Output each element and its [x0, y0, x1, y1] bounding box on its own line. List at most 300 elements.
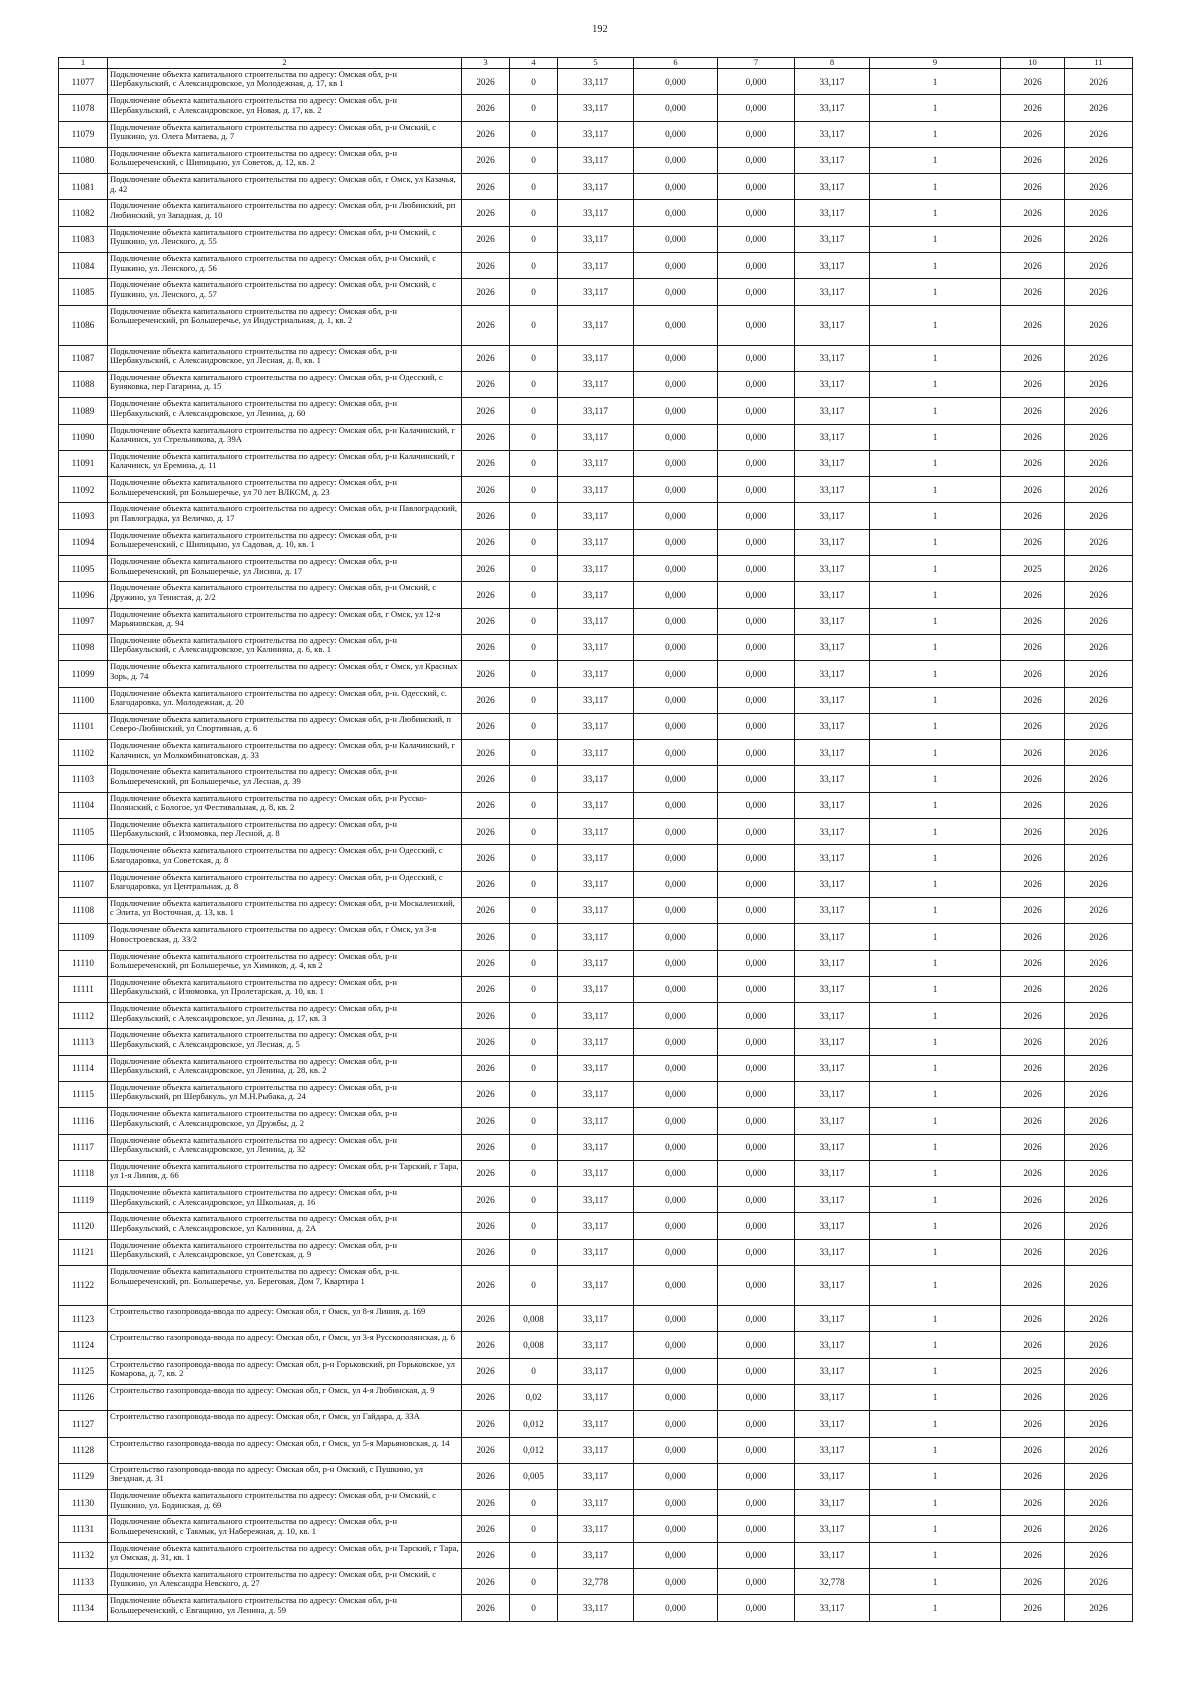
table-row — [59, 529, 1133, 555]
header-row — [59, 58, 1133, 69]
cell-col9: 1 — [870, 477, 1001, 503]
cell-col11: 2026 — [1065, 305, 1133, 345]
column-header: 3 — [462, 58, 510, 69]
cell-col10: 2026 — [1001, 1411, 1065, 1437]
cell-col10: 2026 — [1001, 1542, 1065, 1568]
cell-col3: 2026 — [462, 200, 510, 226]
cell-col11: 2026 — [1065, 1384, 1133, 1410]
cell-col4: 0 — [510, 924, 558, 950]
table-row — [59, 713, 1133, 739]
object-name: Подключение объекта капитального строительства по адресу: Омская обл, р-н Шербакульский, с Александровское, ул Новая, д. 17, кв. 2 — [108, 95, 462, 121]
cell-col3: 2026 — [462, 95, 510, 121]
cell-col7: 0,000 — [718, 740, 795, 766]
object-name: Подключение объекта капитального строительства по адресу: Омская обл, р-н Шербакульский, с Александровское, ул Молодежная, д. 17, кв 1 — [108, 69, 462, 95]
cell-col8: 33,117 — [795, 976, 870, 1002]
cell-col3: 2026 — [462, 1411, 510, 1437]
cell-col3: 2026 — [462, 1463, 510, 1489]
row-number: 11087 — [59, 345, 108, 371]
cell-col11: 2026 — [1065, 924, 1133, 950]
cell-col11: 2026 — [1065, 174, 1133, 200]
cell-col10: 2026 — [1001, 1134, 1065, 1160]
cell-col3: 2026 — [462, 1437, 510, 1463]
cell-col5: 33,117 — [558, 1239, 634, 1265]
cell-col7: 0,000 — [718, 976, 795, 1002]
cell-col5: 33,117 — [558, 1358, 634, 1384]
row-number: 11123 — [59, 1306, 108, 1332]
cell-col7: 0,000 — [718, 503, 795, 529]
row-number: 11097 — [59, 608, 108, 634]
cell-col4: 0 — [510, 661, 558, 687]
cell-col3: 2026 — [462, 976, 510, 1002]
cell-col7: 0,000 — [718, 1081, 795, 1107]
cell-col3: 2026 — [462, 792, 510, 818]
cell-col9: 1 — [870, 1213, 1001, 1239]
cell-col7: 0,000 — [718, 556, 795, 582]
cell-col8: 33,117 — [795, 819, 870, 845]
row-number: 11114 — [59, 1055, 108, 1081]
cell-col3: 2026 — [462, 279, 510, 305]
cell-col7: 0,000 — [718, 147, 795, 173]
cell-col4: 0 — [510, 740, 558, 766]
cell-col7: 0,000 — [718, 253, 795, 279]
cell-col8: 33,117 — [795, 174, 870, 200]
table-row — [59, 1213, 1133, 1239]
object-name: Подключение объекта капитального строительства по адресу: Омская обл, р-н Шербакульский, с Александровское, ул Ленина, д. 28, кв. 2 — [108, 1055, 462, 1081]
cell-col10: 2026 — [1001, 1160, 1065, 1186]
cell-col8: 33,117 — [795, 556, 870, 582]
cell-col9: 1 — [870, 1134, 1001, 1160]
object-name: Подключение объекта капитального строительства по адресу: Омская обл, р-н Калачинский, г Калачинск, ул Еремина, д. 11 — [108, 450, 462, 476]
cell-col8: 33,117 — [795, 1003, 870, 1029]
column-header: 1 — [59, 58, 108, 69]
row-number: 11121 — [59, 1239, 108, 1265]
cell-col5: 33,117 — [558, 1516, 634, 1542]
cell-col4: 0 — [510, 1239, 558, 1265]
object-name: Подключение объекта капитального строительства по адресу: Омская обл, р-н Одесский, с Буняковка, пер Гагарина, д. 15 — [108, 371, 462, 397]
table-row — [59, 1187, 1133, 1213]
cell-col5: 33,117 — [558, 661, 634, 687]
cell-col8: 33,117 — [795, 398, 870, 424]
table-row — [59, 174, 1133, 200]
table-row — [59, 1516, 1133, 1542]
cell-col3: 2026 — [462, 1516, 510, 1542]
table-row — [59, 766, 1133, 792]
cell-col5: 33,117 — [558, 1081, 634, 1107]
cell-col3: 2026 — [462, 424, 510, 450]
cell-col6: 0,000 — [634, 1516, 718, 1542]
object-name: Подключение объекта капитального строительства по адресу: Омская обл, г Омск, ул 12-я Марьяновская, д. 94 — [108, 608, 462, 634]
cell-col3: 2026 — [462, 305, 510, 345]
row-number: 11131 — [59, 1516, 108, 1542]
cell-col9: 1 — [870, 226, 1001, 252]
cell-col5: 33,117 — [558, 529, 634, 555]
cell-col3: 2026 — [462, 450, 510, 476]
cell-col11: 2026 — [1065, 845, 1133, 871]
cell-col4: 0 — [510, 897, 558, 923]
cell-col9: 1 — [870, 1516, 1001, 1542]
cell-col11: 2026 — [1065, 1437, 1133, 1463]
table-row — [59, 1239, 1133, 1265]
table-row — [59, 1055, 1133, 1081]
table-row — [59, 1358, 1133, 1384]
row-number: 11109 — [59, 924, 108, 950]
cell-col10: 2026 — [1001, 608, 1065, 634]
cell-col4: 0 — [510, 345, 558, 371]
cell-col3: 2026 — [462, 147, 510, 173]
cell-col10: 2026 — [1001, 976, 1065, 1002]
cell-col3: 2026 — [462, 950, 510, 976]
cell-col10: 2026 — [1001, 661, 1065, 687]
cell-col10: 2026 — [1001, 174, 1065, 200]
table-row — [59, 279, 1133, 305]
cell-col6: 0,000 — [634, 1266, 718, 1306]
cell-col4: 0 — [510, 845, 558, 871]
cell-col11: 2026 — [1065, 1358, 1133, 1384]
table-row — [59, 69, 1133, 95]
cell-col3: 2026 — [462, 1003, 510, 1029]
cell-col9: 1 — [870, 1160, 1001, 1186]
cell-col11: 2026 — [1065, 226, 1133, 252]
cell-col5: 33,117 — [558, 819, 634, 845]
cell-col3: 2026 — [462, 1160, 510, 1186]
cell-col6: 0,000 — [634, 371, 718, 397]
cell-col11: 2026 — [1065, 897, 1133, 923]
cell-col3: 2026 — [462, 1569, 510, 1595]
cell-col8: 33,117 — [795, 503, 870, 529]
cell-col7: 0,000 — [718, 1160, 795, 1186]
cell-col11: 2026 — [1065, 1463, 1133, 1489]
cell-col5: 33,117 — [558, 200, 634, 226]
row-number: 11078 — [59, 95, 108, 121]
cell-col9: 1 — [870, 871, 1001, 897]
cell-col6: 0,000 — [634, 121, 718, 147]
cell-col8: 33,117 — [795, 1411, 870, 1437]
cell-col11: 2026 — [1065, 95, 1133, 121]
cell-col7: 0,000 — [718, 95, 795, 121]
cell-col11: 2026 — [1065, 1516, 1133, 1542]
cell-col8: 33,117 — [795, 1187, 870, 1213]
table-row — [59, 1081, 1133, 1107]
cell-col7: 0,000 — [718, 69, 795, 95]
cell-col6: 0,000 — [634, 305, 718, 345]
cell-col6: 0,000 — [634, 200, 718, 226]
cell-col6: 0,000 — [634, 713, 718, 739]
object-name: Подключение объекта капитального строительства по адресу: Омская обл, р-н Шербакульский, рп Шербакуль, ул М.Н.Рыбака, д. 24 — [108, 1081, 462, 1107]
object-name: Подключение объекта капитального строительства по адресу: Омская обл, р-н Большереченский, рп Большеречье, ул Индустриальная, д. 1, кв. 2 — [108, 305, 462, 345]
object-name: Подключение объекта капитального строительства по адресу: Омская обл, р-н Тарский, г Тара, ул 1-я Линия, д. 66 — [108, 1160, 462, 1186]
row-number: 11092 — [59, 477, 108, 503]
cell-col3: 2026 — [462, 766, 510, 792]
table-row — [59, 976, 1133, 1002]
table-row — [59, 792, 1133, 818]
row-number: 11113 — [59, 1029, 108, 1055]
cell-col3: 2026 — [462, 924, 510, 950]
cell-col10: 2025 — [1001, 556, 1065, 582]
cell-col4: 0 — [510, 819, 558, 845]
cell-col6: 0,000 — [634, 398, 718, 424]
cell-col4: 0 — [510, 1134, 558, 1160]
cell-col7: 0,000 — [718, 713, 795, 739]
cell-col6: 0,000 — [634, 1411, 718, 1437]
row-number: 11115 — [59, 1081, 108, 1107]
table-row — [59, 305, 1133, 345]
object-name: Подключение объекта капитального строительства по адресу: Омская обл, р-н Большереченский, с Такмык, ул Набережная, д. 10, кв. 1 — [108, 1516, 462, 1542]
cell-col5: 33,117 — [558, 845, 634, 871]
table-row — [59, 634, 1133, 660]
table-row — [59, 556, 1133, 582]
cell-col6: 0,000 — [634, 1160, 718, 1186]
cell-col4: 0 — [510, 634, 558, 660]
cell-col11: 2026 — [1065, 766, 1133, 792]
cell-col4: 0 — [510, 1595, 558, 1621]
row-number: 11106 — [59, 845, 108, 871]
cell-col6: 0,000 — [634, 1595, 718, 1621]
row-number: 11093 — [59, 503, 108, 529]
cell-col9: 1 — [870, 1306, 1001, 1332]
cell-col6: 0,000 — [634, 687, 718, 713]
table-row — [59, 1029, 1133, 1055]
object-name: Подключение объекта капитального строительства по адресу: Омская обл, г Омск, ул Казачья, д. 42 — [108, 174, 462, 200]
cell-col8: 33,117 — [795, 345, 870, 371]
cell-col10: 2026 — [1001, 1437, 1065, 1463]
cell-col3: 2026 — [462, 1384, 510, 1410]
cell-col6: 0,000 — [634, 1029, 718, 1055]
cell-col10: 2026 — [1001, 582, 1065, 608]
cell-col7: 0,000 — [718, 687, 795, 713]
cell-col3: 2026 — [462, 1029, 510, 1055]
object-name: Строительство газопровода-ввода по адресу: Омская обл, р-н Горьковский, рп Горьковское, ул Комарова, д. 7, кв. 2 — [108, 1358, 462, 1384]
cell-col3: 2026 — [462, 661, 510, 687]
cell-col8: 33,117 — [795, 305, 870, 345]
table-row — [59, 1384, 1133, 1410]
cell-col7: 0,000 — [718, 871, 795, 897]
object-name: Подключение объекта капитального строительства по адресу: Омская обл, р-н Шербакульский, с Александровское, ул Школьная, д. 16 — [108, 1187, 462, 1213]
cell-col10: 2026 — [1001, 1595, 1065, 1621]
cell-col7: 0,000 — [718, 121, 795, 147]
cell-col6: 0,000 — [634, 1239, 718, 1265]
cell-col4: 0,012 — [510, 1411, 558, 1437]
row-number: 11086 — [59, 305, 108, 345]
cell-col9: 1 — [870, 687, 1001, 713]
table-row — [59, 1569, 1133, 1595]
cell-col5: 33,117 — [558, 1160, 634, 1186]
table-row — [59, 1160, 1133, 1186]
cell-col11: 2026 — [1065, 450, 1133, 476]
cell-col11: 2026 — [1065, 634, 1133, 660]
cell-col3: 2026 — [462, 174, 510, 200]
cell-col11: 2026 — [1065, 147, 1133, 173]
cell-col9: 1 — [870, 845, 1001, 871]
cell-col10: 2026 — [1001, 1266, 1065, 1306]
cell-col10: 2026 — [1001, 1332, 1065, 1358]
cell-col6: 0,000 — [634, 1134, 718, 1160]
object-name: Подключение объекта капитального строительства по адресу: Омская обл, р-н Шербакульский, с Александровское, ул Ленина, д. 32 — [108, 1134, 462, 1160]
cell-col8: 33,117 — [795, 147, 870, 173]
row-number: 11082 — [59, 200, 108, 226]
row-number: 11129 — [59, 1463, 108, 1489]
row-number: 11133 — [59, 1569, 108, 1595]
cell-col5: 33,117 — [558, 1411, 634, 1437]
cell-col8: 33,117 — [795, 1055, 870, 1081]
row-number: 11124 — [59, 1332, 108, 1358]
cell-col3: 2026 — [462, 345, 510, 371]
cell-col9: 1 — [870, 253, 1001, 279]
cell-col11: 2026 — [1065, 424, 1133, 450]
cell-col7: 0,000 — [718, 924, 795, 950]
cell-col6: 0,000 — [634, 924, 718, 950]
cell-col9: 1 — [870, 305, 1001, 345]
cell-col8: 33,117 — [795, 450, 870, 476]
row-number: 11102 — [59, 740, 108, 766]
object-name: Подключение объекта капитального строительства по адресу: Омская обл, р-н Большереченский, с Шипицыно, ул Садовая, д. 10, кв. 1 — [108, 529, 462, 555]
table-row — [59, 200, 1133, 226]
cell-col8: 33,117 — [795, 608, 870, 634]
cell-col8: 33,117 — [795, 950, 870, 976]
cell-col3: 2026 — [462, 556, 510, 582]
cell-col10: 2026 — [1001, 845, 1065, 871]
cell-col5: 33,117 — [558, 1384, 634, 1410]
cell-col3: 2026 — [462, 477, 510, 503]
cell-col9: 1 — [870, 634, 1001, 660]
cell-col6: 0,000 — [634, 582, 718, 608]
cell-col3: 2026 — [462, 398, 510, 424]
cell-col5: 33,117 — [558, 1108, 634, 1134]
cell-col9: 1 — [870, 1266, 1001, 1306]
cell-col8: 33,117 — [795, 924, 870, 950]
cell-col4: 0 — [510, 305, 558, 345]
cell-col5: 33,117 — [558, 253, 634, 279]
cell-col5: 33,117 — [558, 1463, 634, 1489]
cell-col10: 2026 — [1001, 226, 1065, 252]
object-name: Подключение объекта капитального строительства по адресу: Омская обл, р-н Большереченский, рп Большеречье, ул 70 лет ВЛКСМ, д. 23 — [108, 477, 462, 503]
cell-col5: 33,117 — [558, 147, 634, 173]
cell-col10: 2026 — [1001, 713, 1065, 739]
cell-col5: 33,117 — [558, 279, 634, 305]
cell-col6: 0,000 — [634, 529, 718, 555]
cell-col3: 2026 — [462, 1108, 510, 1134]
cell-col7: 0,000 — [718, 1108, 795, 1134]
cell-col4: 0 — [510, 687, 558, 713]
cell-col4: 0,008 — [510, 1306, 558, 1332]
cell-col8: 33,117 — [795, 713, 870, 739]
cell-col5: 33,117 — [558, 687, 634, 713]
object-name: Подключение объекта капитального строительства по адресу: Омская обл, р-н Одесский, с Благодаровка, ул Советская, д. 8 — [108, 845, 462, 871]
cell-col3: 2026 — [462, 253, 510, 279]
row-number: 11081 — [59, 174, 108, 200]
cell-col10: 2026 — [1001, 371, 1065, 397]
cell-col7: 0,000 — [718, 819, 795, 845]
table-row — [59, 819, 1133, 845]
cell-col4: 0 — [510, 1029, 558, 1055]
cell-col4: 0 — [510, 766, 558, 792]
cell-col5: 33,117 — [558, 174, 634, 200]
cell-col4: 0 — [510, 1003, 558, 1029]
cell-col11: 2026 — [1065, 819, 1133, 845]
object-name: Подключение объекта капитального строительства по адресу: Омская обл, р-н Шербакульский, с Александровское, ул Ленина, д. 17, кв. 3 — [108, 1003, 462, 1029]
cell-col7: 0,000 — [718, 424, 795, 450]
row-number: 11101 — [59, 713, 108, 739]
cell-col9: 1 — [870, 556, 1001, 582]
row-number: 11094 — [59, 529, 108, 555]
table-row — [59, 253, 1133, 279]
cell-col6: 0,000 — [634, 661, 718, 687]
cell-col11: 2026 — [1065, 1187, 1133, 1213]
table-row — [59, 1266, 1133, 1306]
cell-col11: 2026 — [1065, 1569, 1133, 1595]
cell-col5: 33,117 — [558, 1266, 634, 1306]
cell-col3: 2026 — [462, 1542, 510, 1568]
object-name: Подключение объекта капитального строительства по адресу: Омская обл, р-н Шербакульский, с Александровское, ул Лесная, д. 8, кв. 1 — [108, 345, 462, 371]
cell-col10: 2026 — [1001, 634, 1065, 660]
cell-col7: 0,000 — [718, 398, 795, 424]
cell-col3: 2026 — [462, 69, 510, 95]
cell-col10: 2026 — [1001, 253, 1065, 279]
cell-col11: 2026 — [1065, 1213, 1133, 1239]
cell-col11: 2026 — [1065, 950, 1133, 976]
cell-col11: 2026 — [1065, 976, 1133, 1002]
row-number: 11090 — [59, 424, 108, 450]
object-name: Подключение объекта капитального строительства по адресу: Омская обл, р-н Омский, с Дружино, ул Тенистая, д. 2/2 — [108, 582, 462, 608]
cell-col10: 2026 — [1001, 1384, 1065, 1410]
cell-col4: 0 — [510, 582, 558, 608]
cell-col10: 2026 — [1001, 1490, 1065, 1516]
object-name: Подключение объекта капитального строительства по адресу: Омская обл, р-н Омский, с Пушкино, ул. Олега Митаева, д. 7 — [108, 121, 462, 147]
cell-col11: 2026 — [1065, 121, 1133, 147]
cell-col4: 0 — [510, 477, 558, 503]
cell-col5: 33,117 — [558, 226, 634, 252]
cell-col7: 0,000 — [718, 371, 795, 397]
cell-col10: 2026 — [1001, 1569, 1065, 1595]
row-number: 11077 — [59, 69, 108, 95]
cell-col3: 2026 — [462, 582, 510, 608]
table-body — [59, 69, 1133, 1622]
cell-col3: 2026 — [462, 1213, 510, 1239]
cell-col10: 2026 — [1001, 95, 1065, 121]
cell-col3: 2026 — [462, 503, 510, 529]
cell-col5: 33,117 — [558, 740, 634, 766]
cell-col11: 2026 — [1065, 503, 1133, 529]
cell-col5: 33,117 — [558, 1187, 634, 1213]
cell-col11: 2026 — [1065, 1306, 1133, 1332]
cell-col3: 2026 — [462, 634, 510, 660]
column-header: 4 — [510, 58, 558, 69]
row-number: 11119 — [59, 1187, 108, 1213]
cell-col6: 0,000 — [634, 634, 718, 660]
table-row — [59, 371, 1133, 397]
cell-col10: 2025 — [1001, 1358, 1065, 1384]
cell-col7: 0,000 — [718, 1437, 795, 1463]
object-name: Подключение объекта капитального строительства по адресу: Омская обл, р-н Любинский, п Северо-Любинский, ул Спортивная, д. 6 — [108, 713, 462, 739]
row-number: 11107 — [59, 871, 108, 897]
cell-col10: 2026 — [1001, 950, 1065, 976]
cell-col11: 2026 — [1065, 740, 1133, 766]
cell-col4: 0 — [510, 976, 558, 1002]
cell-col10: 2026 — [1001, 792, 1065, 818]
cell-col6: 0,000 — [634, 1081, 718, 1107]
cell-col5: 33,117 — [558, 1003, 634, 1029]
cell-col4: 0,02 — [510, 1384, 558, 1410]
row-number: 11132 — [59, 1542, 108, 1568]
row-number: 11085 — [59, 279, 108, 305]
cell-col8: 33,117 — [795, 1029, 870, 1055]
object-name: Подключение объекта капитального строительства по адресу: Омская обл, р-н Шербакульский, с Изюмовка, ул Пролетарская, д. 10, кв. 1 — [108, 976, 462, 1002]
cell-col8: 33,117 — [795, 766, 870, 792]
cell-col8: 33,117 — [795, 1239, 870, 1265]
cell-col11: 2026 — [1065, 1595, 1133, 1621]
row-number: 11098 — [59, 634, 108, 660]
cell-col9: 1 — [870, 582, 1001, 608]
cell-col3: 2026 — [462, 226, 510, 252]
